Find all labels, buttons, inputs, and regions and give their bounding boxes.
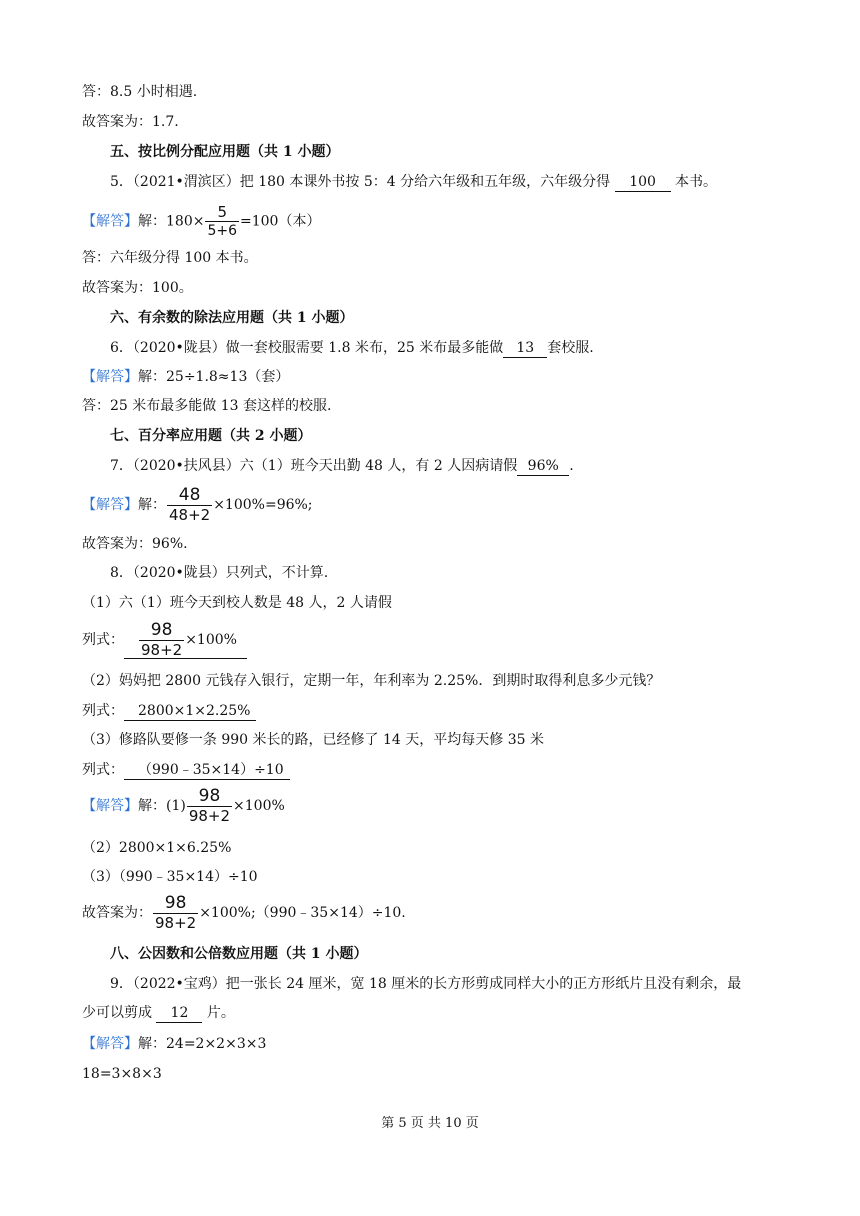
solution-8 (82, 788, 285, 824)
solution-9 (82, 1034, 266, 1054)
formula-text: ×100% (185, 632, 237, 648)
answer-blank: 100 (615, 173, 671, 192)
answer-line: 答：8.5 小时相遇. (82, 84, 198, 100)
solution-text: 解： (138, 497, 166, 513)
formula-line-2 (82, 701, 256, 721)
jieda-label: 【解答】 (82, 369, 138, 385)
question-9-continued (82, 1003, 235, 1023)
jieda-label: 【解答】 (82, 213, 138, 230)
fraction: $\frac{98}{98+2}$ (141, 620, 183, 659)
fraction: $\frac{98}{98+2}$ (188, 786, 231, 825)
solution-line: （3）（990﹣35×14）÷10 (82, 869, 258, 885)
solution-line: 18=3×8×3 (82, 1066, 162, 1082)
question-text: 6．（2020•陇县）做一套校服需要 1.8 米布，25 米布最多能做 (110, 340, 504, 356)
page-footer: 第 5 页 共 10 页 (381, 1116, 479, 1131)
question-8-part-1: （1）六（1）班今天到校人数是 48 人，2 人请假 (82, 595, 392, 611)
question-text: 7．（2020•扶风县）六（1）班今天出勤 48 人，有 2 人因病请假 (110, 458, 518, 474)
question-8-part-2: （2）妈妈把 2800 元钱存入银行，定期一年，年利率为 2.25%．到期时取得利息多少元钱？ (82, 673, 661, 689)
solution-5 (82, 203, 321, 239)
jieda-label: 【解答】 (82, 497, 138, 513)
answer-text: 故答案为： (82, 905, 152, 921)
answer-blank: 2800×1×2.25% (124, 702, 256, 721)
question-text: 少可以剪成 (82, 1005, 157, 1021)
solution-text: 180× (166, 213, 205, 230)
formula-label: 列式： (82, 703, 124, 719)
solution-text: 解：(1) (138, 798, 186, 814)
question-text: 本书。 (670, 174, 718, 190)
solution-line: （2）2800×1×6.25% (82, 840, 232, 856)
question-text: 5．（2021•渭滨区）把 180 本课外书按 5：4 分给六年级和五年级，六年级分得 (110, 174, 615, 190)
answer-blank: （990﹣35×14）÷10 (124, 761, 290, 780)
answer-blank: 13 (503, 339, 547, 358)
question-text: 片。 (202, 1005, 235, 1021)
jieda-label: 【解答】 (82, 798, 138, 814)
solution-text: 解：24=2×2×3×3 (138, 1036, 267, 1052)
question-9: 9．（2022•宝鸡）把一张长 24 厘米，宽 18 厘米的长方形剪成同样大小的正方形纸片且没有剩余，最 (110, 976, 742, 992)
question-text: 套校服. (547, 340, 594, 356)
question-6 (110, 338, 594, 358)
formula-line-3 (82, 760, 290, 780)
solution-text: ×100%=96%; (213, 497, 313, 513)
answer-line: 故答案为：96%. (82, 536, 188, 552)
answer-blank: 12 (156, 1004, 202, 1023)
answer-line: 故答案为：1.7. (82, 114, 179, 130)
solution-text: =100（本） (240, 213, 321, 230)
question-5 (110, 172, 717, 192)
solution-text: ×100% (233, 798, 285, 814)
solution-7 (82, 485, 313, 524)
answer-line: 答：25 米布最多能做 13 套这样的校服. (82, 398, 332, 414)
answer-blank (124, 622, 247, 659)
solution-text: 解：25÷1.8≈13（套） (138, 369, 290, 385)
fraction: $\frac{48}{48+2}$ (169, 485, 211, 524)
section-heading: 七、百分率应用题（共 2 小题） (110, 428, 312, 444)
formula-label: 列式： (82, 762, 124, 778)
question-7 (110, 456, 574, 476)
answer-line (82, 895, 406, 931)
question-8: 8．（2020•陇县）只列式，不计算. (110, 565, 329, 581)
question-text: . (569, 458, 574, 474)
formula-label: 列式： (82, 632, 124, 648)
solution-text: 解： (138, 213, 166, 230)
question-8-part-3: （3）修路队要修一条 990 米长的路，已经修了 14 天，平均每天修 35 米 (82, 732, 544, 748)
answer-line: 故答案为：100。 (82, 280, 193, 296)
jieda-label: 【解答】 (82, 1036, 138, 1052)
section-heading: 六、有余数的除法应用题（共 1 小题） (110, 310, 354, 326)
solution-6 (82, 367, 289, 387)
answer-blank: 96% (517, 457, 569, 476)
fraction: $\frac{98}{98+2}$ (155, 893, 197, 932)
section-heading: 五、按比例分配应用题（共 1 小题） (110, 144, 340, 160)
answer-line: 答：六年级分得 100 本书。 (82, 250, 258, 266)
section-heading: 八、公因数和公倍数应用题（共 1 小题） (110, 946, 368, 962)
answer-text: ×100%;（990﹣35×14）÷10. (199, 905, 406, 921)
formula-line-1 (82, 622, 247, 658)
fraction: $\frac{5}{5+6}$ (207, 203, 237, 239)
